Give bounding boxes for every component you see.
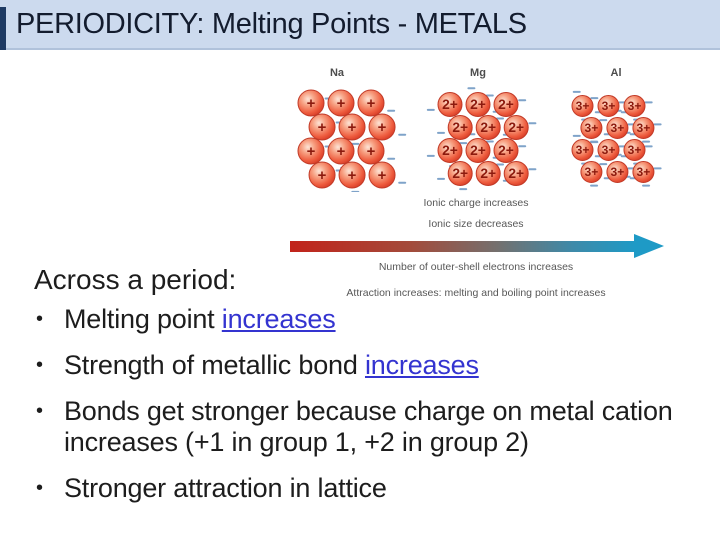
ion-charge-label: 2+ bbox=[452, 120, 469, 136]
ion-charge-label: + bbox=[366, 94, 376, 112]
caption-ionic-charge: Ionic charge increases bbox=[423, 197, 529, 209]
cluster-Mg bbox=[427, 67, 537, 190]
electron-dash-icon bbox=[467, 87, 475, 89]
electron-dash-icon bbox=[528, 122, 536, 124]
electron-dash-icon bbox=[590, 185, 598, 187]
ion-charge-label: 2+ bbox=[470, 143, 486, 159]
electron-dash-icon bbox=[590, 97, 598, 99]
element-label: Mg bbox=[470, 67, 486, 79]
electron-dash-icon bbox=[642, 185, 650, 187]
bullet-text bbox=[64, 350, 692, 381]
ion-charge-label: + bbox=[317, 118, 327, 136]
slide-title: PERIODICITY: Melting Points - METALS bbox=[16, 7, 527, 40]
bullet-text bbox=[64, 396, 692, 458]
trend-arrow-head-icon bbox=[634, 234, 664, 258]
ion-charge-label: + bbox=[336, 94, 346, 112]
ion-charge-label: 2+ bbox=[452, 166, 469, 182]
electron-dash-icon bbox=[599, 163, 607, 165]
trend-arrow-shaft bbox=[290, 241, 635, 252]
ion-charge-label: + bbox=[336, 142, 346, 160]
electron-dash-icon bbox=[387, 158, 395, 160]
caption-attraction: Attraction increases: melting and boiling point increases bbox=[346, 287, 606, 299]
caption-outer-shell-electrons: Number of outer-shell electrons increases bbox=[378, 261, 574, 273]
list-item bbox=[36, 396, 692, 458]
ion-charge-label: 3+ bbox=[575, 142, 590, 157]
ion-charge-label: 2+ bbox=[498, 97, 514, 113]
electron-dash-icon bbox=[351, 191, 359, 192]
ion-charge-label: 2+ bbox=[470, 97, 486, 113]
metals-diagram bbox=[282, 56, 710, 299]
ion-charge-label: 3+ bbox=[636, 120, 651, 135]
ion-charge-label: + bbox=[347, 166, 357, 184]
bullet-icon: • bbox=[36, 400, 44, 422]
text-segment: Melting point bbox=[64, 304, 222, 334]
ion-charge-label: + bbox=[347, 118, 357, 136]
ion-charge-label: 3+ bbox=[636, 164, 651, 179]
ion-charge-label: 2+ bbox=[480, 166, 497, 182]
electron-dash-icon bbox=[599, 119, 607, 121]
electron-dash-icon bbox=[654, 123, 662, 125]
text-segment: Bonds get stronger because charge on metal cation increases (+1 in group 1, +2 in group 2) bbox=[64, 396, 673, 457]
electron-dash-icon bbox=[573, 91, 581, 93]
list-item bbox=[36, 350, 692, 381]
ion-charge-label: + bbox=[377, 118, 387, 136]
hyperlink-increases[interactable]: increases bbox=[221, 304, 336, 334]
bullet-text bbox=[64, 473, 692, 504]
ion-charge-label: 3+ bbox=[601, 142, 616, 157]
bullet-text bbox=[64, 304, 692, 335]
ion-charge-label: 2+ bbox=[442, 143, 458, 159]
electron-dash-icon bbox=[645, 101, 653, 103]
electron-dash-icon bbox=[518, 99, 526, 101]
element-label: Al bbox=[610, 67, 622, 79]
electron-dash-icon bbox=[528, 168, 536, 170]
caption-ionic-size: Ionic size decreases bbox=[428, 218, 524, 230]
title-accent-bar bbox=[0, 7, 6, 50]
ion-charge-label: + bbox=[306, 142, 316, 160]
electron-dash-icon bbox=[573, 135, 581, 137]
electron-dash-icon bbox=[590, 141, 598, 143]
ion-charge-label: 3+ bbox=[584, 120, 599, 135]
bullet-icon: • bbox=[36, 308, 44, 330]
ion-charge-label: + bbox=[377, 166, 387, 184]
ion-lattice-svg bbox=[282, 56, 710, 192]
electron-dash-icon bbox=[642, 141, 650, 143]
cluster-Al bbox=[572, 67, 662, 187]
trend-arrow bbox=[288, 234, 664, 258]
ion-charge-label: 3+ bbox=[575, 98, 590, 113]
ion-charge-label: 3+ bbox=[610, 164, 625, 179]
electron-dash-icon bbox=[645, 145, 653, 147]
electron-dash-icon bbox=[437, 132, 445, 134]
hyperlink-increases[interactable]: increases bbox=[364, 350, 479, 380]
text-segment: Strength of metallic bond bbox=[64, 350, 365, 380]
electron-dash-icon bbox=[427, 155, 435, 157]
element-label: Na bbox=[329, 67, 345, 79]
bullet-icon: • bbox=[36, 354, 44, 376]
electron-dash-icon bbox=[654, 167, 662, 169]
section-heading: Across a period: bbox=[34, 264, 237, 295]
bullet-list bbox=[36, 304, 692, 519]
list-item bbox=[36, 304, 692, 335]
electron-dash-icon bbox=[437, 178, 445, 180]
bullet-icon: • bbox=[36, 477, 44, 499]
ion-charge-label: + bbox=[317, 166, 327, 184]
ion-charge-label: 3+ bbox=[627, 142, 642, 157]
ion-charge-label: 3+ bbox=[627, 98, 642, 113]
electron-dash-icon bbox=[398, 182, 406, 184]
electron-dash-icon bbox=[387, 110, 395, 112]
slide-title-bar bbox=[0, 0, 720, 50]
ion-charge-label: 3+ bbox=[584, 164, 599, 179]
list-item bbox=[36, 473, 692, 504]
electron-dash-icon bbox=[459, 188, 467, 190]
electron-dash-icon bbox=[518, 145, 526, 147]
ion-charge-label: + bbox=[306, 94, 316, 112]
ion-charge-label: 2+ bbox=[508, 166, 525, 182]
ion-charge-label: 2+ bbox=[498, 143, 514, 159]
text-segment: Stronger attraction in lattice bbox=[64, 473, 387, 503]
ion-charge-label: 3+ bbox=[601, 98, 616, 113]
ion-charge-label: + bbox=[366, 142, 376, 160]
ion-charge-label: 2+ bbox=[480, 120, 497, 136]
ion-charge-label: 2+ bbox=[442, 97, 458, 113]
cluster-Na bbox=[298, 67, 406, 192]
ion-charge-label: 2+ bbox=[508, 120, 525, 136]
electron-dash-icon bbox=[427, 109, 435, 111]
electron-dash-icon bbox=[398, 134, 406, 136]
ion-charge-label: 3+ bbox=[610, 120, 625, 135]
